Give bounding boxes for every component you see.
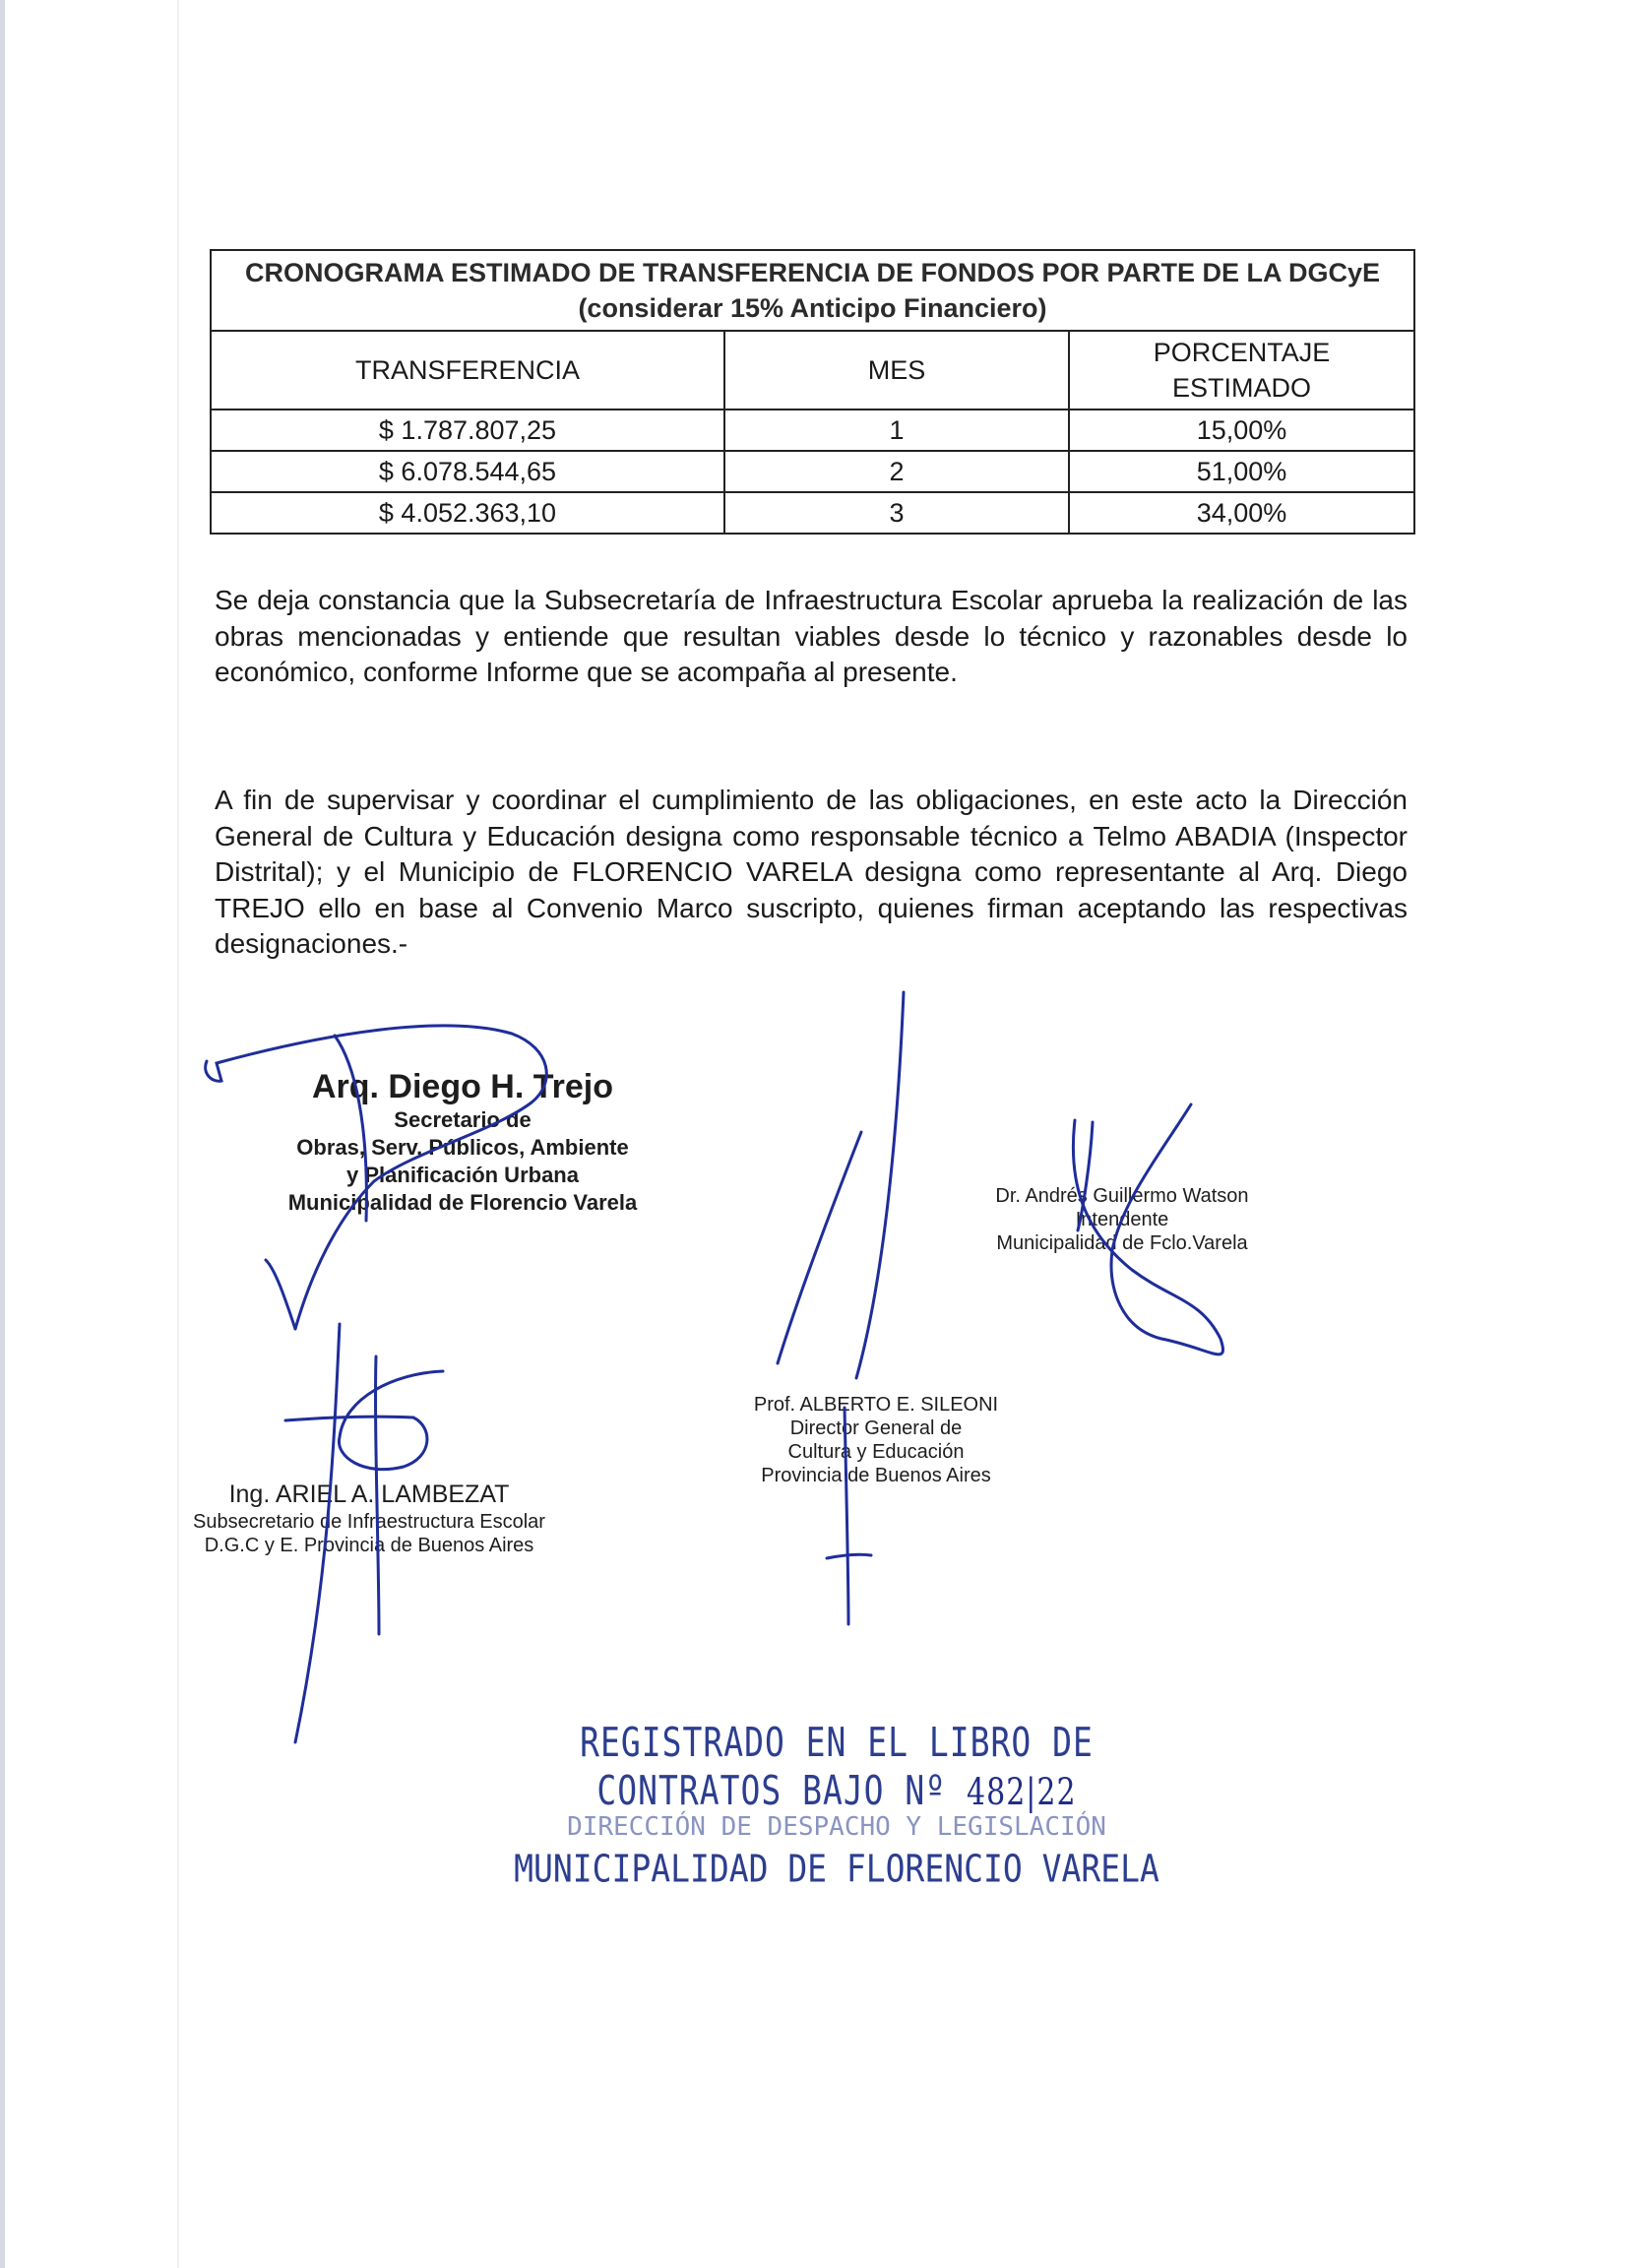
signature-lambezat-stroke	[285, 1371, 443, 1470]
table-row	[211, 451, 1414, 492]
cell-transfer: $ 4.052.363,10	[211, 492, 724, 534]
signer-title: Intendente	[1075, 1209, 1169, 1230]
header-transfer: TRANSFERENCIA	[211, 331, 724, 410]
signer-title: y Planificación Urbana	[346, 1163, 579, 1187]
stamp-line-registered	[482, 1718, 1191, 1814]
signer-title: Cultura y Educación	[787, 1441, 965, 1463]
signer-title: Secretario de	[394, 1107, 532, 1132]
cell-month: 1	[724, 410, 1069, 451]
signer-title: D.G.C y E. Provincia de Buenos Aires	[204, 1535, 534, 1556]
stamp-line-office: DIRECCIÓN DE DESPACHO Y LEGISLACIÓN	[567, 1812, 1106, 1842]
table-row	[211, 410, 1414, 451]
signer-name: Arq. Diego H. Trejo	[311, 1068, 614, 1105]
cell-percent: 51,00%	[1069, 451, 1414, 492]
stamp-number: 482|22	[967, 1771, 1077, 1814]
table-row	[211, 492, 1414, 534]
stamp-registered-text: REGISTRADO EN EL LIBRO DE CONTRATOS BAJO Nº	[580, 1718, 1094, 1814]
signature-block-watson	[960, 1184, 1284, 1255]
signature-block-lambezat	[177, 1479, 561, 1557]
scan-edge	[0, 0, 5, 2268]
signer-name: Prof. ALBERTO E. SILEONI	[753, 1394, 999, 1416]
signature-sileoni-stroke	[856, 992, 904, 1378]
approval-paragraph: Se deja constancia que la Subsecretaría de Infraestructura Escolar aprueba la realización de las obras mencionadas y entiende que resultan viables desde lo técnico y razonables desde lo económico, conforme Informe que se acompaña al presente.	[215, 585, 1408, 687]
table-title: CRONOGRAMA ESTIMADO DE TRANSFERENCIA DE FONDOS POR PARTE DE LA DGCyE (considerar 15% Anticipo Financiero)	[211, 250, 1414, 331]
signer-title: Director General de	[789, 1418, 963, 1439]
signature-sileoni-stroke	[827, 1554, 871, 1558]
header-month: MES	[724, 331, 1069, 410]
registration-stamp	[482, 1718, 1191, 1891]
signer-title: Municipalidad de Fclo.Varela	[996, 1232, 1248, 1254]
signer-title: Municipalidad de Florencio Varela	[287, 1190, 638, 1215]
scan-margin	[177, 0, 179, 2268]
cell-percent: 15,00%	[1069, 410, 1414, 451]
cell-transfer: $ 1.787.807,25	[211, 410, 724, 451]
signature-block-sileoni	[709, 1393, 1043, 1487]
header-percent: PORCENTAJE ESTIMADO	[1069, 331, 1414, 410]
signature-sileoni-stroke	[778, 1132, 861, 1363]
signature-block-trejo	[236, 1068, 689, 1217]
signer-title: Obras, Serv. Públicos, Ambiente	[296, 1135, 629, 1160]
signer-title: Provincia de Buenos Aires	[761, 1465, 991, 1486]
cell-percent: 34,00%	[1069, 492, 1414, 534]
cell-month: 2	[724, 451, 1069, 492]
stamp-line-municipality: MUNICIPALIDAD DE FLORENCIO VARELA	[514, 1847, 1159, 1891]
transfer-schedule-table	[210, 249, 1415, 535]
cell-month: 3	[724, 492, 1069, 534]
signer-name: Dr. Andrés Guillermo Watson	[995, 1185, 1249, 1207]
signer-title: Subsecretario de Infraestructura Escolar	[193, 1511, 545, 1533]
designation-paragraph: A fin de supervisar y coordinar el cumplimiento de las obligaciones, en este acto la Dirección General de Cultura y Educación designa como responsable técnico a Telmo ABADIA (Inspector Distrital); y el Municipio de FLORENCIO VARELA designa como representante al Arq. Diego TREJO ello en base al Convenio Marco suscripto, quienes firman aceptando las respectivas designaciones.-	[215, 785, 1408, 959]
signer-name: Ing. ARIEL A. LAMBEZAT	[228, 1480, 510, 1508]
cell-transfer: $ 6.078.544,65	[211, 451, 724, 492]
signature-trejo-stroke	[266, 1260, 295, 1329]
